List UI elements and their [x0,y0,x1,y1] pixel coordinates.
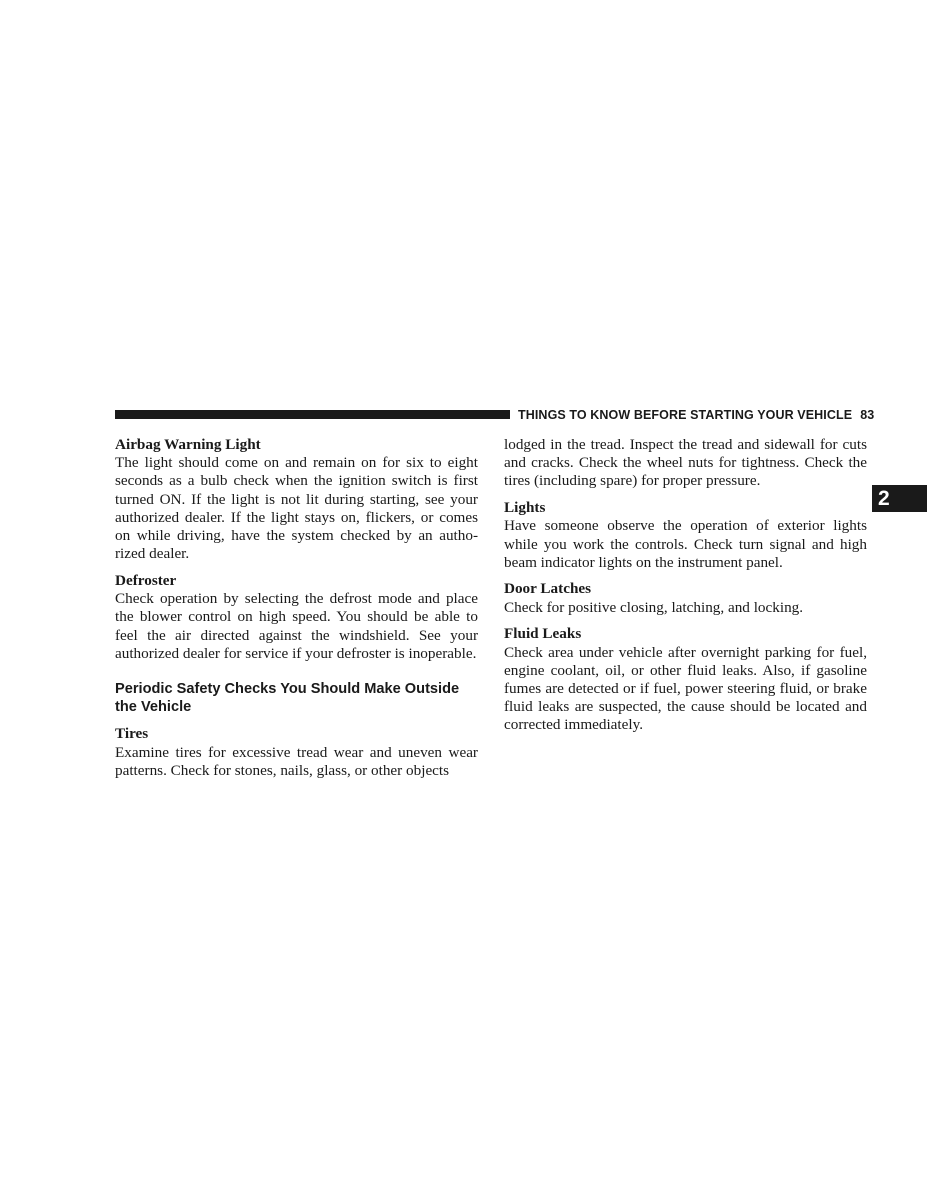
defroster-section [115,572,478,663]
fluid-leaks-heading: Fluid Leaks [504,625,582,643]
page-number: 83 [860,408,875,422]
lights-heading: Lights [504,499,546,517]
running-header [518,408,875,422]
airbag-section [115,436,478,563]
lights-section [504,499,867,572]
door-latches-heading: Door Latches [504,580,592,598]
defroster-heading: Defroster [115,571,177,589]
header-title: THINGS TO KNOW BEFORE STARTING YOUR VEHICLE [518,408,853,422]
door-latches-text: Check for positive closing, latching, and locking. [504,598,804,616]
tires-section [115,725,478,780]
tires-text: Examine tires for excessive tread wear and uneven wear patterns. Check for stones, nails, glass, or other objects [115,743,478,779]
left-column [115,436,478,788]
section-title: Periodic Safety Checks You Should Make Outside the Vehicle [115,680,460,716]
door-latches-section [504,580,867,616]
airbag-text: The light should come on and remain on for six to eight seconds as a bulb check when the ignition switch is first turned ON. If the light is not lit during starting, see your authorized dealer. If the light stays on, flickers, or comes on while driving, have the system checked by an autho-rized dealer. [115,454,478,563]
airbag-heading: Airbag Warning Light [115,436,261,453]
tires-continued-section [504,436,867,491]
defroster-text: Check operation by selecting the defrost mode and place the blower control on high speed. You should be able to feel the air directed against the windshield. See your authorized dealer for service if your defroster is inoperable. [115,590,478,662]
header-rule [115,410,510,419]
chapter-tab: 2 [872,485,927,512]
fluid-leaks-section [504,625,867,734]
tires-heading: Tires [115,725,149,743]
fluid-leaks-text: Check area under vehicle after overnight parking for fuel, engine coolant, oil, or other fluid leaks. Also, if gasoline fumes are detected or if fuel, power steering fluid, or brake fluid leaks are suspected, the cause should be located and corrected immediately. [504,643,867,734]
lights-text: Have someone observe the operation of exterior lights while you work the controls. Check turn signal and high beam indicator lights on the instrument panel. [504,517,867,571]
right-column [504,436,867,743]
tires-continued-text: lodged in the tread. Inspect the tread and sidewall for cuts and cracks. Check the wheel nuts for tightness. Check the tires (including spare) for proper pressure. [504,436,867,490]
